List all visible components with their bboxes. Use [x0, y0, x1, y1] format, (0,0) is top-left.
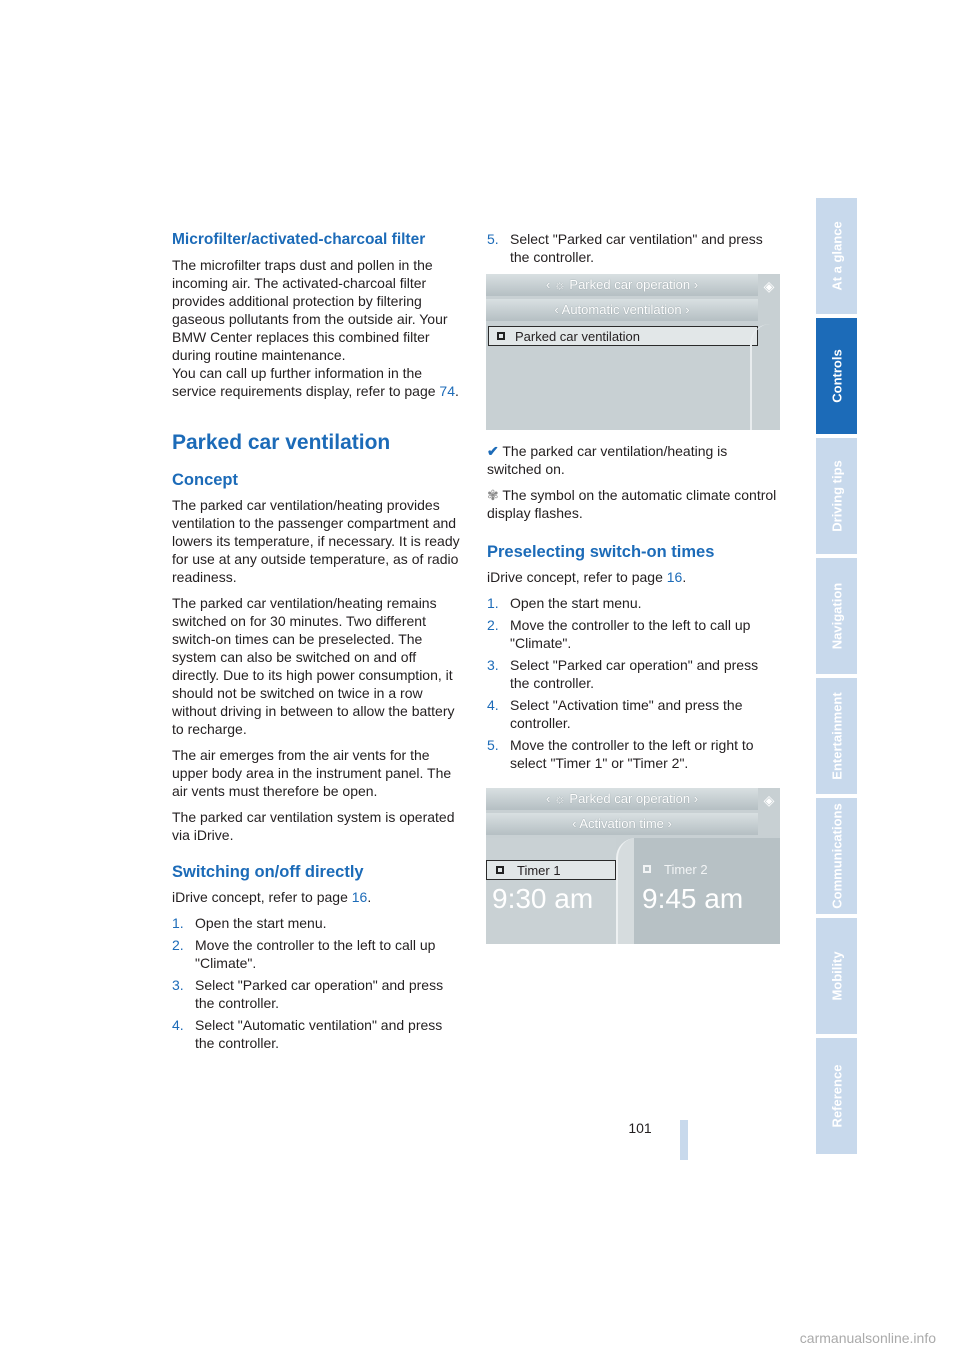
step-item	[487, 594, 779, 612]
idrive-screen-activation-time	[486, 788, 780, 944]
paragraph-switched-on	[487, 442, 779, 478]
paragraph-concept-4: The parked car ventilation system is operated via iDrive.	[172, 809, 455, 843]
tab-label: Mobility	[829, 951, 844, 1001]
menu-item-label: Parked car ventilation	[515, 329, 641, 344]
text-service: You can call up further information in the service requirements display, refer to page	[172, 365, 440, 399]
timer-label: Timer 2	[664, 862, 708, 877]
step-text: Select "Parked car ventilation" and press the controller.	[510, 231, 763, 265]
chapter-tabs	[816, 198, 857, 1158]
tab-label: Driving tips	[829, 460, 844, 532]
page-link-74[interactable]: 74	[439, 383, 455, 399]
menu-bar-label: Parked car operation	[569, 791, 691, 806]
step-number: 2.	[487, 617, 499, 633]
watermark: carmanualsonline.info	[799, 1330, 936, 1346]
step-number: 3.	[172, 977, 184, 993]
paragraph-concept-1: The parked car ventilation/heating provides ventilation to the passenger compartment and lowers its temperature, if necessary. It is ready for use at any outside temperature, as of radio readiness.	[172, 497, 460, 585]
menu-bar-label: Automatic ventilation	[561, 302, 682, 317]
checkbox-icon	[496, 866, 504, 874]
text-period: .	[367, 889, 372, 905]
paragraph-idrive-right	[487, 568, 779, 586]
checkmark-icon: ✔	[487, 443, 499, 459]
heading-microfilter: Microfilter/activated-charcoal filter	[172, 231, 426, 248]
tab-controls[interactable]	[816, 318, 857, 434]
tab-label: Communications	[829, 803, 844, 909]
step-number: 4.	[172, 1017, 184, 1033]
controller-icon: ◈	[763, 278, 775, 294]
timer-2-label[interactable]	[634, 860, 774, 880]
step-text: Open the start menu.	[510, 595, 642, 611]
heading-preselecting: Preselecting switch-on times	[487, 543, 715, 561]
step-item	[487, 230, 779, 266]
step-number: 3.	[487, 657, 499, 673]
controller-icon: ◈	[763, 792, 775, 808]
text-microfilter: The microfilter traps dust and pollen in the incoming air. The activated-charcoal filter provides additional protection by filtering gaseous pollutants from the outside air. Your BMW Center replaces this combined filter during routine maintenance.	[172, 257, 448, 363]
step-number: 5.	[487, 231, 499, 247]
menu-bar-parked-car-operation[interactable]: ‹ ☼ Parked car operation ›	[486, 274, 758, 296]
tab-driving-tips[interactable]	[816, 438, 857, 554]
step-item	[172, 914, 464, 932]
checkbox-icon	[643, 865, 651, 873]
screen-divider	[750, 324, 770, 430]
step-item	[487, 736, 779, 772]
right-column	[487, 230, 779, 956]
heading-concept: Concept	[172, 471, 238, 489]
menu-bar-label: Activation time	[579, 816, 664, 831]
step-number: 1.	[487, 595, 499, 611]
tab-at-a-glance[interactable]	[816, 198, 857, 314]
text-period: .	[682, 569, 687, 585]
step-number: 1.	[172, 915, 184, 931]
text-idrive: iDrive concept, refer to page	[487, 569, 667, 585]
menu-bar-activation-time[interactable]: ‹ Activation time ›	[486, 813, 758, 835]
step-text: Move the controller to the left to call up "Climate".	[510, 617, 751, 651]
steps-switching-cont	[487, 230, 779, 266]
menu-bar-automatic-ventilation[interactable]: ‹ Automatic ventilation ›	[486, 299, 758, 321]
step-item	[172, 1016, 464, 1052]
paragraph-symbol	[487, 486, 779, 522]
paragraph-service	[172, 364, 464, 400]
tab-label: Entertainment	[829, 692, 844, 780]
fan-icon: ✾	[487, 487, 499, 503]
timer-1-pane[interactable]	[486, 838, 616, 944]
steps-switching	[172, 914, 464, 1052]
step-number: 4.	[487, 697, 499, 713]
text-idrive: iDrive concept, refer to page	[172, 889, 352, 905]
step-number: 5.	[487, 737, 499, 753]
step-item	[487, 696, 779, 732]
step-item	[487, 656, 779, 692]
step-text: Move the controller to the left or right to select "Timer 1" or "Timer 2".	[510, 737, 754, 771]
page-link-16[interactable]: 16	[351, 889, 368, 905]
timer-1-time: 9:30 am	[492, 883, 594, 914]
step-item	[172, 936, 464, 972]
screen-divider	[616, 838, 636, 944]
step-item	[487, 616, 779, 652]
tab-communications[interactable]	[816, 798, 857, 914]
tab-label: Controls	[829, 349, 844, 403]
step-text: Select "Automatic ventilation" and press the controller.	[195, 1017, 443, 1051]
text-symbol: The symbol on the automatic climate control display flashes.	[487, 487, 777, 521]
text-period: .	[455, 383, 459, 399]
paragraph-microfilter	[172, 256, 464, 364]
step-text: Open the start menu.	[195, 915, 327, 931]
tab-navigation[interactable]	[816, 558, 857, 674]
page-number-bar	[680, 1120, 688, 1160]
paragraph-concept-3: The air emerges from the air vents for the upper body area in the instrument panel. The air vents must therefore be open.	[172, 747, 452, 799]
tab-entertainment[interactable]	[816, 678, 857, 794]
tab-mobility[interactable]	[816, 918, 857, 1034]
timer-2-time: 9:45 am	[642, 883, 744, 914]
steps-preselecting	[487, 594, 779, 772]
tab-label: Navigation	[829, 582, 844, 650]
tab-label: Reference	[829, 1064, 844, 1128]
timer-1-label[interactable]	[486, 860, 616, 880]
tab-reference[interactable]	[816, 1038, 857, 1154]
step-item	[172, 976, 464, 1012]
checkbox-icon	[497, 332, 505, 340]
step-text: Select "Parked car operation" and press the controller.	[195, 977, 444, 1011]
paragraph-concept-2: The parked car ventilation/heating remains switched on for 30 minutes. Two different switch-on times can be preselected. The system can also be switched on and off directly. Due to its high power consumption, it should not be switched on twice in a row without driving in between to allow the battery to recharge.	[172, 595, 455, 737]
heading-parked-car-ventilation: Parked car ventilation	[172, 431, 391, 454]
timer-label: Timer 1	[517, 863, 561, 878]
idrive-screen-ventilation	[486, 274, 780, 430]
tab-label: At a glance	[829, 221, 844, 291]
menu-bar-parked-car-operation[interactable]: ‹ ☼ Parked car operation ›	[486, 788, 758, 810]
paragraph-idrive-left	[172, 888, 464, 906]
timer-2-pane[interactable]	[634, 838, 780, 944]
text-switched-on: The parked car ventilation/heating is switched on.	[487, 443, 728, 477]
step-text: Select "Activation time" and press the controller.	[510, 697, 743, 731]
step-text: Move the controller to the left to call up "Climate".	[195, 937, 436, 971]
menu-bar-label: Parked car operation	[569, 277, 691, 292]
page-link-16[interactable]: 16	[666, 569, 683, 585]
step-text: Select "Parked car operation" and press the controller.	[510, 657, 759, 691]
heading-switching: Switching on/off directly	[172, 863, 364, 881]
step-number: 2.	[172, 937, 184, 953]
left-column	[172, 230, 464, 1060]
page-number: 101	[628, 1120, 652, 1136]
menu-item-parked-car-ventilation[interactable]	[488, 326, 758, 346]
